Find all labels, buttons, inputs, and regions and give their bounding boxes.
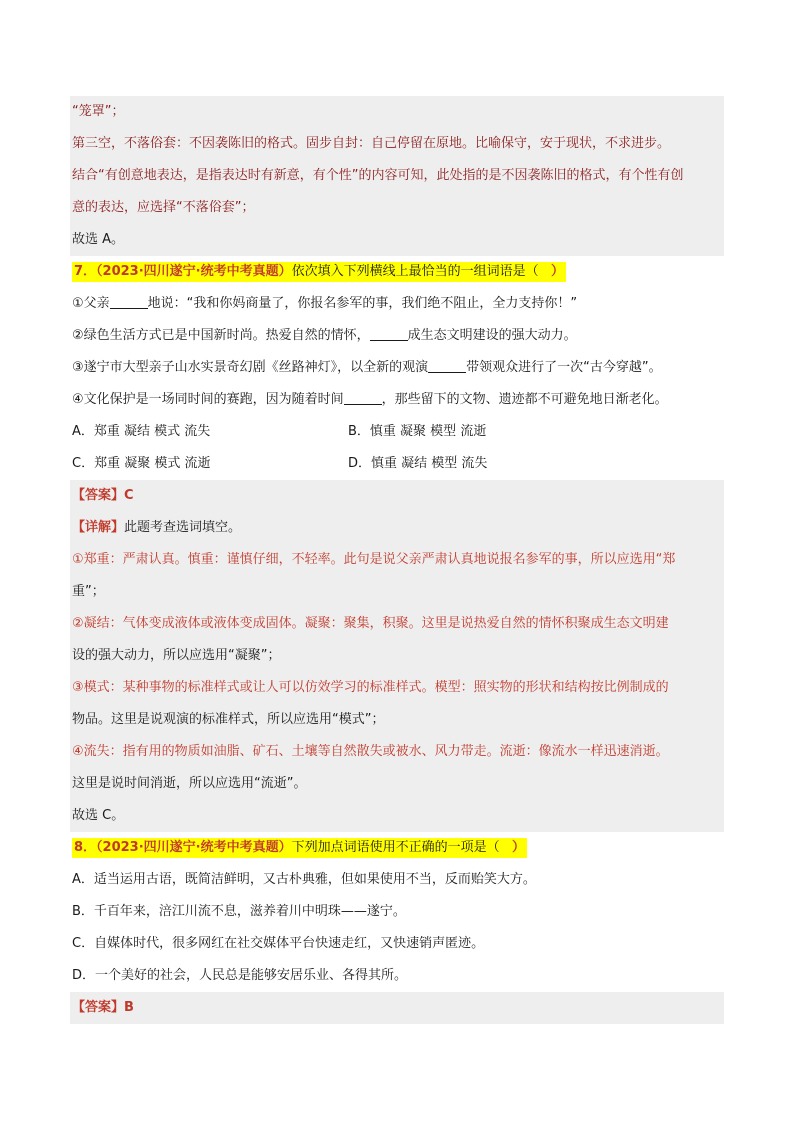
previous-explanation-block <box>70 96 724 256</box>
explanation-line: 结合“有创意地表达，是指表达时有新意，有个性”的内容可知，此处指的是不因袭陈旧的格式，有个性有创 <box>72 168 684 183</box>
blank-line <box>110 294 148 309</box>
answer-value: B <box>124 1000 134 1015</box>
sentence-1 <box>70 288 724 320</box>
question-source: （2023·四川遂宁·统考中考真题） <box>96 840 292 855</box>
answer-label: 【答案】 <box>72 1000 125 1015</box>
question-stem: 下列加点词语使用不正确的一项是（ <box>291 840 500 855</box>
detail-label: 【详解】 <box>72 520 125 535</box>
question-stem: 依次填入下列横线上最恰当的一组词语是（ <box>291 264 539 279</box>
sentence-text: ③遂宁市大型亲子山水实景奇幻剧《丝路神灯》，以全新的观演 <box>72 360 429 375</box>
question-number: 7． <box>74 264 97 279</box>
option-a: A．适当运用古语，既简洁鲜明，又古朴典雅，但如果使用不当，反而贻笑大方。 <box>72 872 536 887</box>
explanation-line: 第三空，不落俗套：不因袭陈旧的格式。固步自封：自己停留在原地。比喻保守，安于现状，不求进步。 <box>72 136 671 151</box>
explanation-line: ④流失：指有用的物质如油脂、矿石、土壤等自然散失或被水、风力带走。流逝：像流水一样迅速消逝。 <box>72 744 669 759</box>
blank-line <box>428 358 466 373</box>
sentence-text: ，那些留下的文物、遗迹都不可避免地日渐老化。 <box>381 392 668 407</box>
sentence-4 <box>70 384 724 416</box>
answer-line <box>70 992 724 1024</box>
option-c: C．郑重 凝聚 模式 流逝 <box>72 456 211 471</box>
sentence-text: 地说：“我和你妈商量了，你报名参军的事，我们绝不阻止，全力支持你！” <box>147 296 578 311</box>
explanation-line: 设的强大动力，所以应选用“凝聚”； <box>72 648 281 663</box>
document-page <box>70 96 724 1024</box>
sentence-text: ④文化保护是一场同时间的赛跑，因为随着时间 <box>72 392 344 407</box>
option-b: B．慎重 凝聚 模型 流逝 <box>348 424 487 439</box>
option-d: D．慎重 凝结 模型 流失 <box>348 456 488 471</box>
explanation-line: 意的表达，应选择“不落俗套”； <box>72 200 255 215</box>
option-d: D．一个美好的社会，人民总是能够安居乐业、各得其所。 <box>72 968 408 983</box>
question-8-header <box>70 832 724 864</box>
explanation-line: “笼罩”； <box>72 104 125 119</box>
sentence-text: ①父亲 <box>72 296 110 311</box>
explanation-line: ①郑重：严肃认真。慎重：谨慎仔细，不轻率。此句是说父亲严肃认真地说报名参军的事，所以应选用“郑 <box>72 552 676 567</box>
sentence-text: 带领观众进行了一次“古今穿越”。 <box>466 360 662 375</box>
explanation-line: ②凝结：气体变成液体或液体变成固体。凝聚：聚集，积聚。这里是说热爱自然的情怀积聚成生态文明建 <box>72 616 669 631</box>
explanation-line: 这里是说时间消逝，所以应选用“流逝”。 <box>72 776 307 791</box>
options-row-cd <box>70 448 724 480</box>
option-c: C．自媒体时代，很多网红在社交媒体平台快速走红，又快速销声匿迹。 <box>72 936 485 951</box>
answer-label: 【答案】 <box>72 488 125 503</box>
question-paren-close: ） <box>551 264 565 279</box>
answer-value: C <box>124 488 134 503</box>
question-number: 8． <box>74 840 97 855</box>
blank-line <box>370 326 408 341</box>
detail-intro: 此题考查选词填空。 <box>124 520 242 535</box>
answer-line <box>70 480 724 512</box>
option-b: B．千百年来，涪江川流不息，滋养着川中明珠——遂宁。 <box>72 904 406 919</box>
question-paren-close: ） <box>512 840 526 855</box>
explanation-line: 重”； <box>72 584 105 599</box>
question-8-answer-block <box>70 992 724 1024</box>
option-a: A．郑重 凝结 模式 流失 <box>72 424 211 439</box>
question-highlight <box>72 262 566 282</box>
detail-line <box>70 512 724 544</box>
question-7-answer-block <box>70 480 724 832</box>
sentence-text: 成生态文明建设的强大动力。 <box>407 328 577 343</box>
options-row-ab <box>70 416 724 448</box>
explanation-line: 物品。这里是说观演的标准样式，所以应选用“模式”； <box>72 712 385 727</box>
question-7-header <box>70 256 724 288</box>
conclusion-line: 故选 C。 <box>72 808 125 823</box>
conclusion-line: 故选 A。 <box>72 232 125 247</box>
sentence-3 <box>70 352 724 384</box>
question-highlight <box>72 838 527 858</box>
question-source: （2023·四川遂宁·统考中考真题） <box>96 264 292 279</box>
sentence-text: ②绿色生活方式已是中国新时尚。热爱自然的情怀， <box>72 328 370 343</box>
sentence-2 <box>70 320 724 352</box>
blank-line <box>344 390 382 405</box>
explanation-line: ③模式：某种事物的标准样式或让人可以仿效学习的标准样式。模型：照实物的形状和结构按比例制成的 <box>72 680 669 695</box>
